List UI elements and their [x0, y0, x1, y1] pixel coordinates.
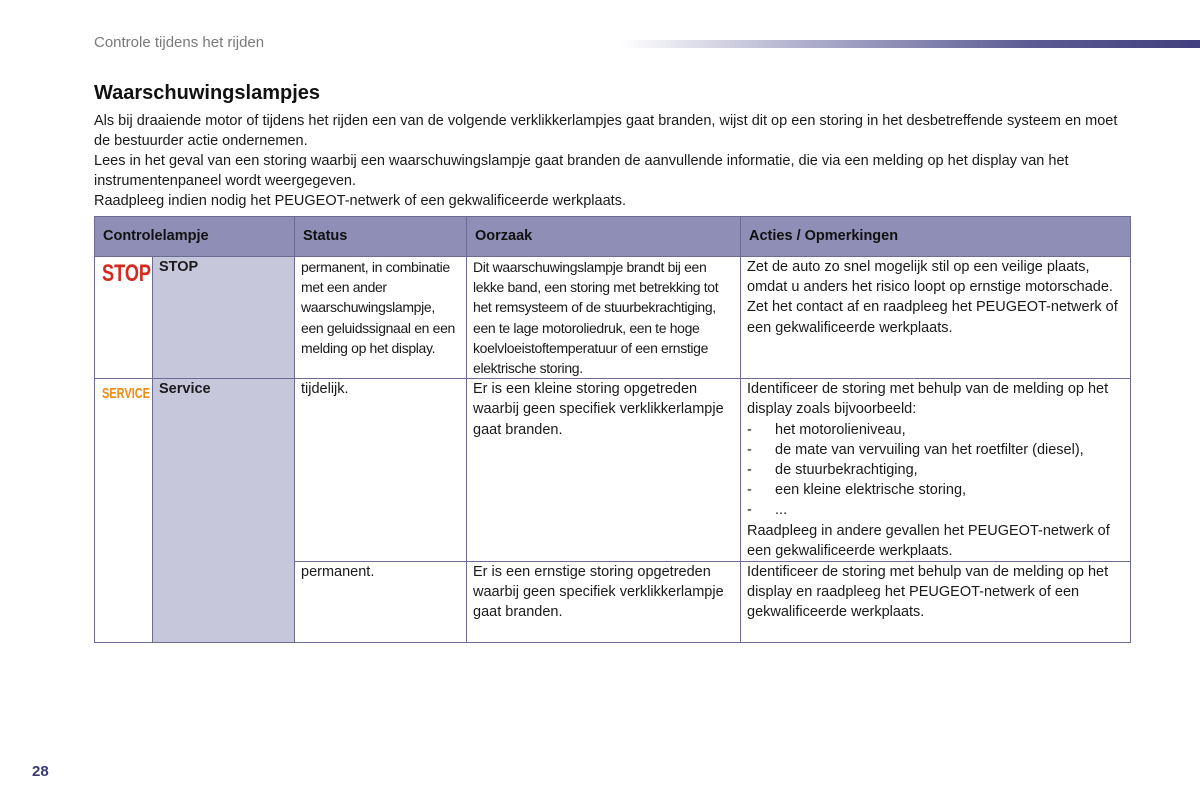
intro-paragraph: Als bij draaiende motor of tijdens het rijden een van de volgende verklikkerlampjes gaat branden, wijst dit op een storing in het desbetreffende systeem en moet de bestuurder actie ondernemen. — [94, 113, 1118, 149]
svg-text:SERVICE: SERVICE — [102, 385, 150, 403]
list-item-text: de stuurbekrachtiging, — [775, 462, 918, 479]
list-item-text: het motorolieniveau, — [775, 421, 906, 438]
list-dash: - — [747, 462, 752, 479]
warning-lights-table — [94, 216, 1131, 643]
service-status: permanent. — [295, 562, 467, 643]
column-header: Status — [295, 217, 467, 257]
table-row-service-temporary — [95, 379, 1131, 562]
service-cause: Er is een kleine storing opgetreden waarbij geen specifiek verklikkerlampje gaat branden. — [467, 379, 741, 562]
column-header: Controlelampje — [95, 217, 295, 257]
list-item-text: een kleine elektrische storing, — [775, 482, 967, 499]
section-title: Waarschuwingslampjes — [94, 82, 320, 104]
list-dash: - — [747, 441, 752, 458]
column-header: Acties / Opmerkingen — [741, 217, 1131, 257]
stop-status: permanent, in combinatie met een ander waarschuwingslampje, een geluidssignaal en een melding op het display. — [295, 257, 467, 379]
service-warning-icon — [101, 381, 153, 403]
list-item — [747, 460, 1124, 480]
list-item — [747, 440, 1124, 460]
page-number: 28 — [32, 763, 49, 780]
service-actions: Identificeer de storing met behulp van de melding op het display en raadpleeg het PEUGEOT-netwerk of een gekwalificeerde werkplaats. — [741, 562, 1131, 643]
stop-warning-icon — [101, 257, 153, 287]
svg-text:STOP: STOP — [102, 260, 151, 287]
stop-icon-cell — [95, 257, 153, 379]
service-icon-cell — [95, 379, 153, 643]
stop-lamp-name: STOP — [153, 257, 295, 379]
list-item — [747, 480, 1124, 500]
service-actions — [741, 379, 1131, 562]
actions-outro: Raadpleeg in andere gevallen het PEUGEOT-netwerk of een gekwalificeerde werkplaats. — [747, 522, 1110, 559]
service-status: tijdelijk. — [295, 379, 467, 562]
list-dash: - — [747, 421, 752, 438]
list-dash: - — [747, 482, 752, 499]
stop-actions: Zet de auto zo snel mogelijk stil op een veilige plaats, omdat u anders het risico loopt op ernstige motorschade. Zet het contact af en raadpleeg het PEUGEOT-netwerk of een gekwalificeerde werkplaats. — [741, 257, 1131, 379]
table-header-row — [95, 217, 1131, 257]
column-header: Oorzaak — [467, 217, 741, 257]
service-lamp-name: Service — [153, 379, 295, 643]
table-row-stop — [95, 257, 1131, 379]
actions-intro: Identificeer de storing met behulp van de melding op het display zoals bijvoorbeeld: — [747, 381, 1109, 418]
list-item-text: ... — [775, 502, 788, 519]
service-cause: Er is een ernstige storing opgetreden waarbij geen specifiek verklikkerlampje gaat branden. — [467, 562, 741, 643]
list-item — [747, 500, 1124, 520]
list-dash: - — [747, 502, 752, 519]
header-decorative-bar — [620, 40, 1200, 48]
stop-cause: Dit waarschuwingslampje brandt bij een lekke band, een storing met betrekking tot het remsysteem of de stuurbekrachtiging, een te lage motoroliedruk, een te hoge koelvloeistoftemperatuur of een ernstige elektrische storing. — [467, 257, 741, 379]
running-header: Controle tijdens het rijden — [94, 34, 265, 51]
intro-paragraph: Raadpleeg indien nodig het PEUGEOT-netwerk of een gekwalificeerde werkplaats. — [94, 193, 626, 209]
list-item — [747, 420, 1124, 440]
list-item-text: de mate van vervuiling van het roetfilter (diesel), — [775, 441, 1084, 458]
intro-paragraph: Lees in het geval van een storing waarbij een waarschuwingslampje gaat branden de aanvullende informatie, die via een melding op het display van het instrumentenpaneel wordt weergegeven. — [94, 153, 1069, 189]
intro-text — [94, 111, 1134, 211]
